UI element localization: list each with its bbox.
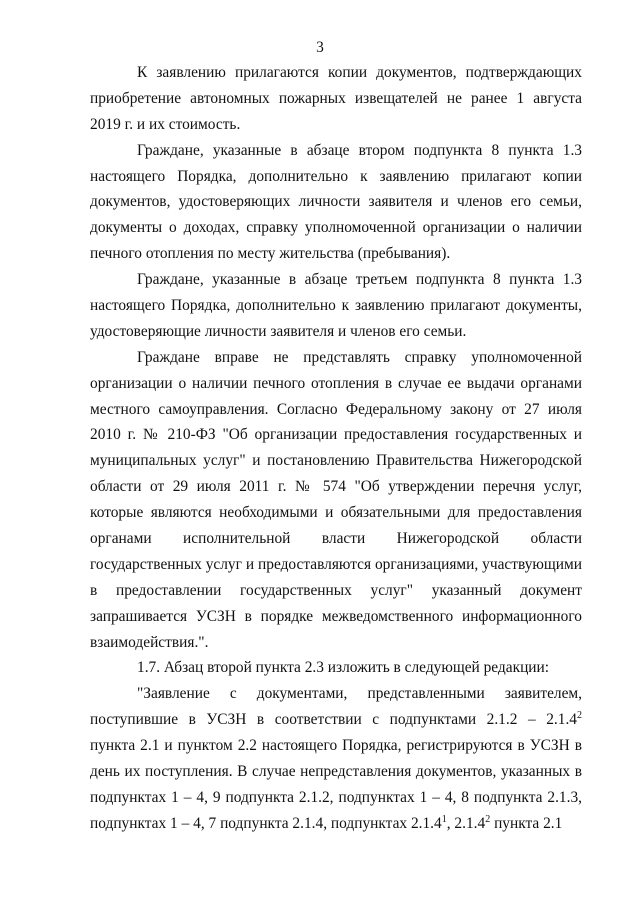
text-segment: поступившие в УСЗН в соответствии с подпунктами 2.1.2 – 2.1.4: [90, 711, 577, 729]
text-segment: пункта 2.1: [490, 814, 563, 832]
page-number: 3: [316, 39, 324, 56]
superscript: 1: [441, 813, 447, 825]
superscript: 2: [577, 710, 582, 722]
paragraph-line: организации о наличии печного отопления в случае ее выдачи органами: [90, 374, 582, 392]
paragraph-line: удостоверяющие личности заявителя и членов его семьи.: [90, 322, 467, 340]
paragraph-line: печного отопления по месту жительства (пребывания).: [90, 245, 451, 263]
superscript: 2: [485, 813, 491, 825]
paragraph-line: документы о доходах, справку уполномоченной организации о наличии: [90, 219, 582, 237]
paragraph-line: запрашивается УСЗН в порядке межведомственного информационного: [90, 607, 582, 625]
paragraph-line: 2010 г. № 210-ФЗ "Об организации предоставления государственных и: [90, 426, 582, 444]
text-segment: , 2.1.4: [446, 814, 486, 832]
paragraph-line: Граждане, указанные в абзаце третьем подпункта 8 пункта 1.3: [137, 271, 582, 289]
paragraph-line: 1.7. Абзац второй пункта 2.3 изложить в следующей редакции:: [137, 659, 550, 677]
paragraph-line: в предоставлении государственных услуг" указанный документ: [90, 581, 582, 599]
paragraph-line: взаимодействия.".: [90, 633, 209, 651]
paragraph-line: местного самоуправления. Согласно Федеральному закону от 27 июля: [90, 400, 582, 418]
paragraph-line: [90, 707, 582, 733]
paragraph-line: К заявлению прилагаются копии документов, подтверждающих: [137, 64, 582, 81]
paragraph-line: государственных услуг и предоставляются организациями, участвующими: [90, 555, 582, 573]
paragraph-line: 2019 г. и их стоимость.: [90, 115, 241, 133]
document-body: [90, 60, 582, 837]
paragraph-line: пункта 2.1 и пунктом 2.2 настоящего Порядка, регистрируются в УСЗН в: [90, 737, 582, 755]
paragraph-line: настоящего Порядка, дополнительно к заявлению прилагают документы,: [90, 297, 582, 315]
paragraph-line: подпунктах 1 – 4, 9 подпункта 2.1.2, подпунктах 1 – 4, 8 подпункта 2.1.3,: [90, 788, 582, 806]
paragraph-line: приобретение автономных пожарных извещателей не ранее 1 августа: [90, 89, 582, 107]
text-segment: подпунктах 1 – 4, 7 подпункта 2.1.4, подпунктах 2.1.4: [90, 814, 442, 832]
paragraph-line: настоящего Порядка, дополнительно к заявлению прилагают копии: [90, 167, 582, 185]
paragraph-line: Граждане, указанные в абзаце втором подпункта 8 пункта 1.3: [137, 141, 582, 159]
paragraph-line: документов, удостоверяющих личности заявителя и членов его семьи,: [90, 193, 582, 211]
paragraph-line: Граждане вправе не представлять справку уполномоченной: [137, 348, 582, 366]
paragraph-line: области от 29 июля 2011 г. № 574 "Об утверждении перечня услуг,: [90, 478, 582, 496]
paragraph-line: муниципальных услуг" и постановлению Правительства Нижегородской: [90, 452, 582, 470]
paragraph-line: которые являются необходимыми и обязательными для предоставления: [90, 504, 582, 522]
paragraph-line: [90, 811, 582, 837]
paragraph-line: органами исполнительной власти Нижегородской области: [90, 530, 582, 548]
paragraph-line: день их поступления. В случае непредставления документов, указанных в: [90, 763, 582, 781]
paragraph-line: "Заявление с документами, представленными заявителем,: [137, 685, 582, 703]
